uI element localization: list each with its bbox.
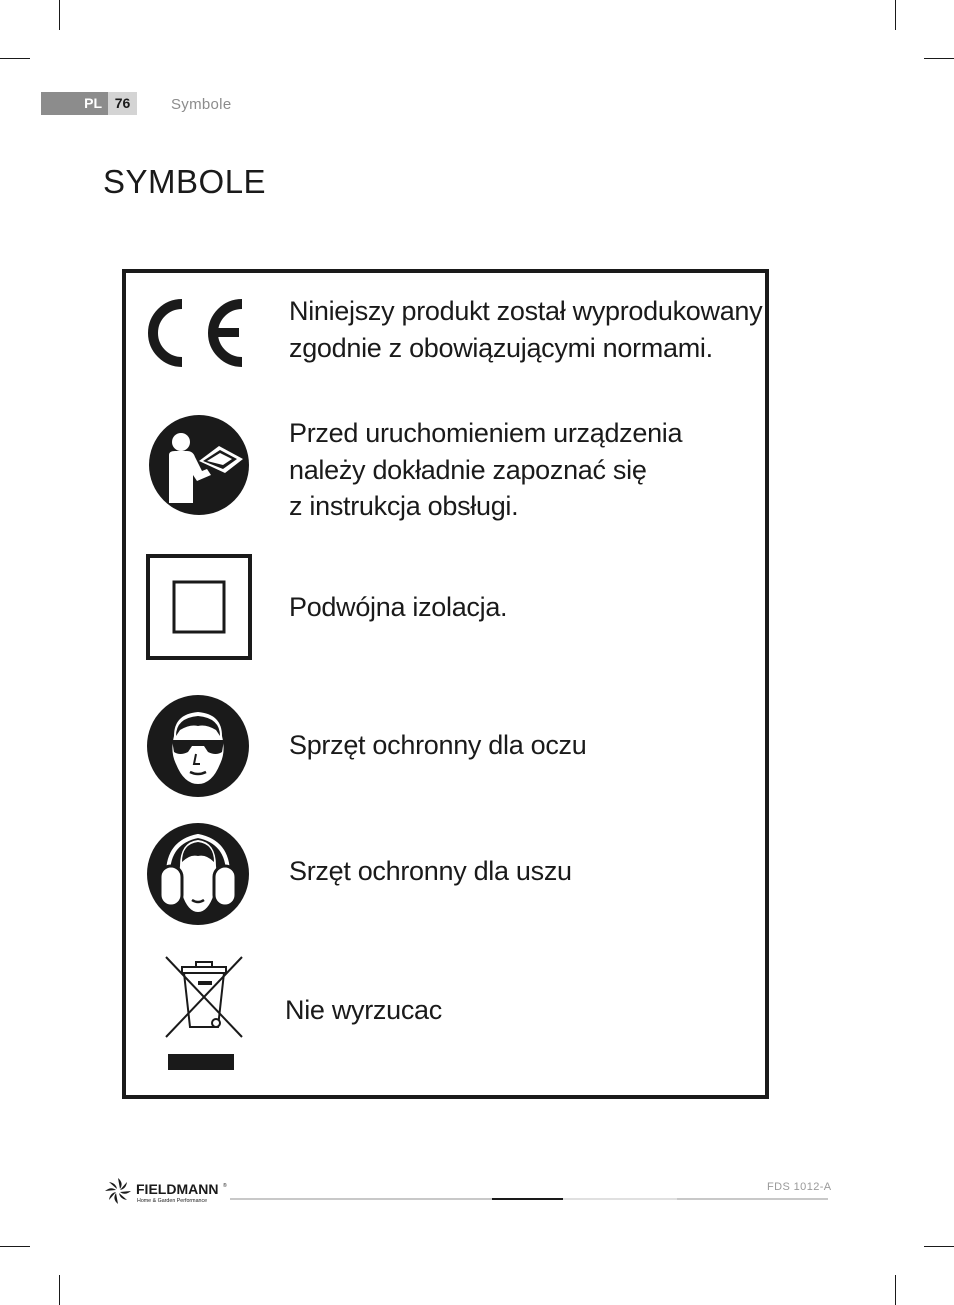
language-tab: [41, 92, 108, 115]
crop-mark: [59, 0, 60, 30]
language-label: PL: [84, 95, 102, 111]
trademark-symbol: ®: [223, 1183, 227, 1189]
double-insulation-icon: [146, 554, 252, 660]
footer-rule: [230, 1198, 492, 1200]
crop-mark: [895, 1275, 896, 1305]
description-line: z instrukcja obsługi.: [289, 491, 519, 521]
footer-rule: [677, 1198, 828, 1200]
symbol-description: [285, 992, 442, 1029]
crop-mark: [0, 58, 30, 59]
description-line: należy dokładnie zapoznać się: [289, 454, 647, 485]
symbols-table: [122, 269, 769, 1099]
description-line: Niniejszy produkt został wyprodukowany: [289, 296, 763, 326]
symbol-description: [289, 589, 507, 626]
symbol-description: [289, 727, 586, 764]
symbol-description: [289, 853, 572, 890]
symbol-description: [289, 415, 682, 525]
page-title: SYMBOLE: [103, 163, 267, 200]
brand-name: FIELDMANN: [136, 1181, 219, 1197]
symbol-description: [289, 293, 762, 366]
description-line: Sprzęt ochronny dla oczu: [289, 730, 587, 760]
ear-protection-icon: [146, 822, 250, 926]
read-manual-icon: [147, 413, 251, 517]
description-line: Nie wyrzucac: [285, 995, 442, 1025]
eye-protection-icon: [146, 694, 250, 798]
footer-rule: [563, 1198, 677, 1200]
page-number: 76: [108, 92, 137, 115]
crop-mark: [59, 1275, 60, 1305]
section-name: Symbole: [171, 96, 232, 113]
crop-mark: [924, 58, 954, 59]
description-line: Przed uruchomieniem urządzenia: [289, 418, 683, 448]
description-line: Podwójna izolacja.: [289, 592, 508, 622]
crop-mark: [0, 1246, 30, 1247]
description-line: zgodnie z obowiązującymi normami.: [289, 332, 713, 363]
model-code: FDS 1012-A: [767, 1181, 832, 1193]
footer-rule-accent: [492, 1198, 563, 1200]
brand-tagline: Home & Garden Performance: [137, 1198, 208, 1204]
crop-mark: [895, 0, 896, 30]
fieldmann-logo: [103, 1176, 233, 1208]
ce-mark-icon: [147, 295, 251, 373]
crop-mark: [924, 1246, 954, 1247]
crossed-bin-icon: [162, 953, 246, 1075]
description-line: Srzęt ochronny dla uszu: [289, 856, 572, 886]
